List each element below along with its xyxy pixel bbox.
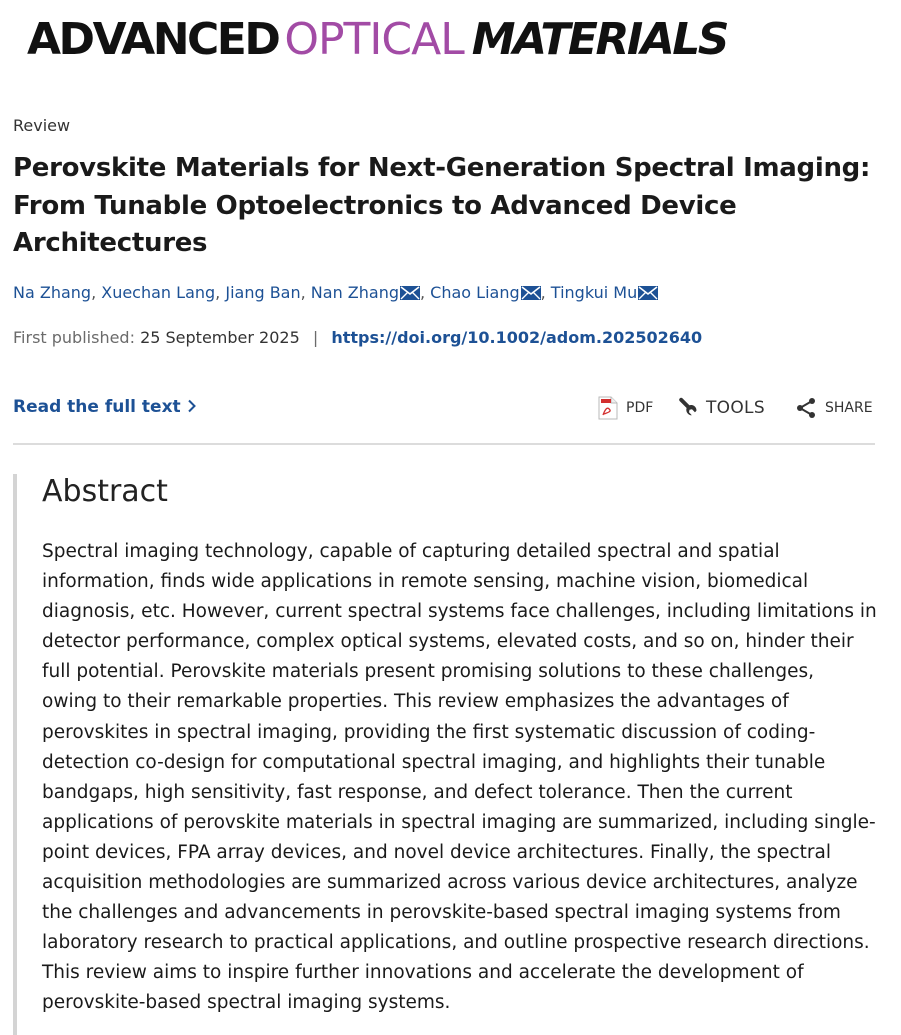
abstract-line: bandgaps, high sensitivity, fast response, and defect tolerance. Then the current xyxy=(42,781,793,803)
publication-info xyxy=(13,328,702,347)
abstract-line: detection co-design for computational spectral imaging, and highlights their tunable xyxy=(42,751,826,773)
doi-link[interactable]: https://doi.org/10.1002/adom.202502640 xyxy=(331,328,703,347)
author-link[interactable]: Nan Zhang xyxy=(310,283,399,302)
abstract-side-rule xyxy=(13,474,17,1035)
share-button[interactable] xyxy=(795,396,873,420)
abstract-heading: Abstract xyxy=(42,474,168,509)
pdf-label: PDF xyxy=(626,400,654,416)
section-divider xyxy=(13,443,875,445)
journal-name-part1: ADVANCED xyxy=(27,14,279,65)
abstract-line: full potential. Perovskite materials present promising solutions to these challenges, xyxy=(42,661,815,683)
abstract-line: Spectral imaging technology, capable of capturing detailed spectral and spatial xyxy=(42,541,780,562)
journal-logo[interactable] xyxy=(27,14,727,66)
abstract-line: information, finds wide applications in remote sensing, machine vision, biomedical xyxy=(42,571,809,593)
pdf-icon xyxy=(598,396,618,420)
abstract-line: diagnosis, etc. However, current spectral systems face challenges, including limitations in xyxy=(42,601,877,623)
share-label: SHARE xyxy=(825,400,873,416)
article-type: Review xyxy=(13,116,71,135)
journal-name-part3: MATERIALS xyxy=(471,14,727,65)
abstract-line: perovskites in spectral imaging, providing the first systematic discussion of coding- xyxy=(42,721,816,743)
abstract-text xyxy=(42,537,882,1019)
first-published-label: First published: xyxy=(13,328,135,347)
read-full-text-link[interactable] xyxy=(13,397,197,418)
author-link[interactable]: Xuechan Lang xyxy=(101,283,216,302)
abstract-line: detector performance, complex optical systems, elevated costs, and so on, hinder their xyxy=(42,631,854,653)
abstract-line: This review aims to inspire further innovations and accelerate the development of xyxy=(42,962,804,984)
article-title: Perovskite Materials for Next-Generation Spectral Imaging: From Tunable Optoelectronics to Advanced Device Architectures xyxy=(13,153,871,258)
pdf-button[interactable] xyxy=(598,396,653,420)
chevron-right-icon xyxy=(187,398,197,418)
abstract-line: applications of perovskite materials in spectral imaging are summarized, including single- xyxy=(42,811,876,833)
abstract-line: the challenges and advancements in perovskite-based spectral imaging systems from xyxy=(42,902,841,924)
email-icon[interactable] xyxy=(400,285,420,304)
author-link[interactable]: Chao Liang xyxy=(430,283,520,302)
wrench-icon xyxy=(674,396,698,420)
author-link[interactable]: Na Zhang xyxy=(13,283,92,302)
author-list: Na Zhang, Xuechan Lang, Jiang Ban, Nan Zhang , Chao Liang , Tingkui Mu xyxy=(13,283,658,304)
author-link[interactable]: Jiang Ban xyxy=(225,283,301,302)
separator: | xyxy=(312,328,319,347)
email-icon[interactable] xyxy=(638,285,658,304)
abstract-line: laboratory research to practical applications, and outline prospective research directions. xyxy=(42,932,870,954)
abstract-line: perovskite-based spectral imaging systems. xyxy=(42,992,451,1014)
share-icon xyxy=(795,397,817,419)
abstract-line: acquisition methodologies are summarized across various device architectures, analyze xyxy=(42,872,858,894)
abstract-line: owing to their remarkable properties. This review emphasizes the advantages of xyxy=(42,691,789,713)
email-icon[interactable] xyxy=(521,285,541,304)
journal-name-part2: OPTICAL xyxy=(284,14,464,65)
abstract-line: point devices, FPA array devices, and novel device architectures. Finally, the spectral xyxy=(42,841,831,863)
first-published-date: 25 September 2025 xyxy=(140,328,300,347)
tools-button[interactable] xyxy=(674,396,765,420)
tools-label: TOOLS xyxy=(706,398,765,418)
author-link[interactable]: Tingkui Mu xyxy=(550,283,638,302)
read-full-text-label: Read the full text xyxy=(13,397,181,417)
